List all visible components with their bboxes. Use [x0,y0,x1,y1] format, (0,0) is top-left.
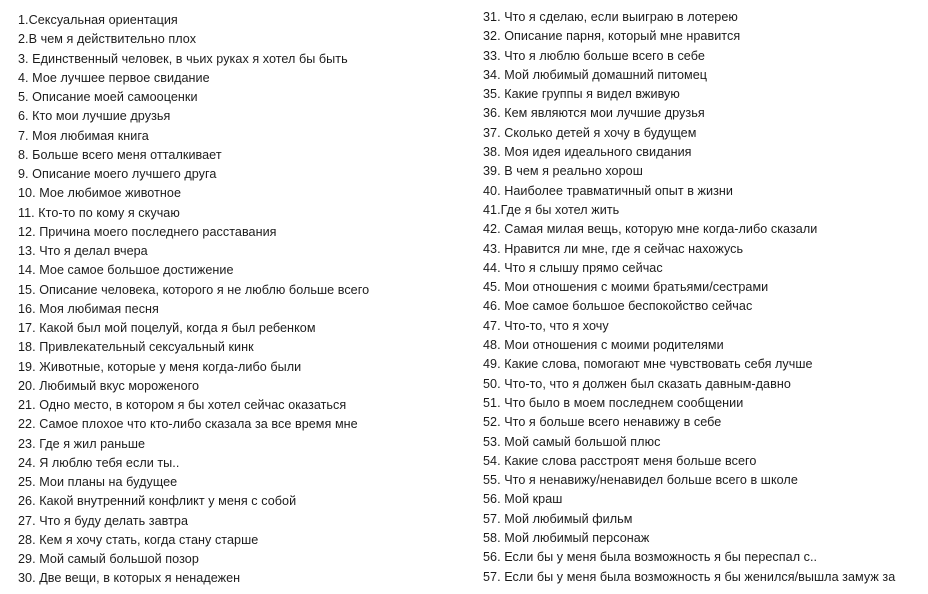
question-item: 7. Моя любимая книга [18,128,149,143]
question-item: 31. Что я сделаю, если выиграю в лотерею [483,10,738,24]
question-item: 14. Мое самое большое достижение [18,263,234,278]
question-item: 10. Мое любимое животное [18,186,182,201]
question-item: 22. Самое плохое что кто-либо сказала за все время мне [18,417,358,432]
question-item: 48. Мои отношения с моими родителями [483,338,724,353]
question-item: 46. Мое самое большое беспокойство сейчас [483,299,753,314]
question-item: 1.Сексуальная ориентация [18,13,178,27]
question-item: 12. Причина моего последнего расставания [18,224,277,239]
question-item: 54. Какие слова расстроят меня больше всего [483,453,757,468]
question-item: 49. Какие слова, помогают мне чувствовать себя лучше [483,357,813,372]
question-item: 27. Что я буду делать завтра [18,513,189,528]
question-item: 40. Наиболее травматичный опыт в жизни [483,183,734,198]
question-item: 55. Что я ненавижу/ненавидел больше всего в школе [483,473,798,488]
question-item: 50. Что-то, что я должен был сказать давным-давно [483,376,791,391]
question-item: 5. Описание моей самооценки [18,90,198,104]
question-item: 21. Одно место, в котором я бы хотел сейчас оказаться [18,398,347,412]
question-item: 15. Описание человека, которого я не люблю больше всего [18,282,370,297]
question-item: 17. Какой был мой поцелуй, когда я был ребенком [18,321,316,335]
question-item: 29. Мой самый большой позор [18,552,199,566]
question-item: 33. Что я люблю больше всего в себе [483,48,705,63]
question-item: 47. Что-то, что я хочу [483,318,609,333]
question-item: 56. Если бы у меня была возможность я бы переспал с.. [483,550,818,565]
question-item: 42. Самая милая вещь, которую мне когда-либо сказали [483,222,818,237]
questions-right-column [483,8,928,587]
question-item: 2.В чем я действительно плох [18,32,197,47]
question-item: 34. Мой любимый домашний питомец [483,67,708,82]
question-item: 18. Привлекательный сексуальный кинк [18,340,254,355]
question-item: 39. В чем я реально хорош [483,164,643,179]
question-item: 51. Что было в моем последнем сообщении [483,395,744,410]
question-item: 44. Что я слышу прямо сейчас [483,260,663,275]
question-item: 53. Мой самый большой плюс [483,434,661,449]
question-item: 9. Описание моего лучшего друга [18,167,217,181]
question-item: 11. Кто-то по кому я скучаю [18,205,180,220]
question-item: 28. Кем я хочу стать, когда стану старше [18,532,259,547]
question-item: 26. Какой внутренний конфликт у меня с собой [18,494,297,509]
question-item: 4. Мое лучшее первое свидание [18,70,210,85]
question-item: 35. Какие группы я видел вживую [483,87,680,102]
question-item: 37. Сколько детей я хочу в будущем [483,125,697,140]
question-item: 36. Кем являются мои лучшие друзья [483,106,705,121]
question-item: 25. Мои планы на будущее [18,475,178,489]
question-item: 41.Где я бы хотел жить [483,202,620,217]
questions-left-column [18,11,473,589]
question-item: 24. Я люблю тебя если ты.. [18,455,180,470]
question-item: 58. Мой любимый персонаж [483,531,650,546]
question-item: 56. Мой краш [483,492,563,507]
question-item: 57. Если бы у меня была возможность я бы женился/вышла замуж за [483,569,896,584]
question-item: 6. Кто мои лучшие друзья [18,109,171,124]
question-item: 16. Моя любимая песня [18,301,159,316]
question-item: 52. Что я больше всего ненавижу в себе [483,415,722,430]
question-item: 20. Любимый вкус мороженого [18,378,200,393]
question-item: 38. Моя идея идеального свидания [483,145,692,160]
question-item: 13. Что я делал вчера [18,244,148,258]
question-item: 32. Описание парня, который мне нравится [483,29,741,44]
question-item: 30. Две вещи, в которых я ненадежен [18,571,241,586]
question-item: 3. Единственный человек, в чьих руках я хотел бы быть [18,51,348,66]
question-item: 19. Животные, которые у меня когда-либо были [18,359,302,374]
question-item: 8. Больше всего меня отталкивает [18,147,222,162]
question-item: 23. Где я жил раньше [18,436,146,451]
question-item: 45. Мои отношения с моими братьями/сестрами [483,280,769,295]
question-item: 43. Нравится ли мне, где я сейчас нахожусь [483,241,744,256]
question-item: 57. Мой любимый фильм [483,511,633,526]
